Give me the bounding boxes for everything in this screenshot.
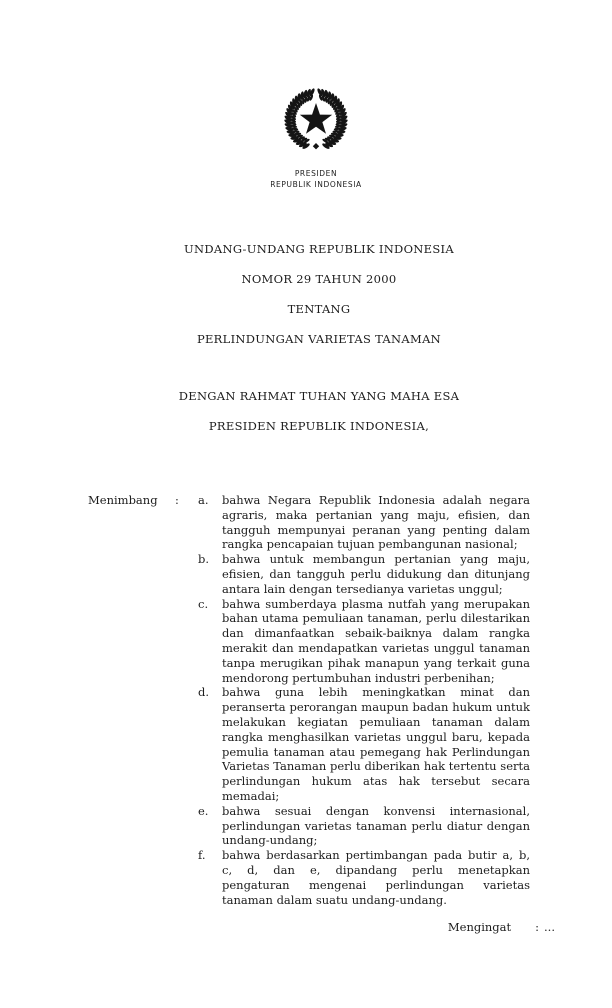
menimbang-item-e <box>198 804 530 848</box>
catchword-label: Mengingat <box>447 920 512 934</box>
star-icon <box>300 103 332 134</box>
title-block <box>0 243 612 363</box>
letterhead-presiden: PRESIDEN <box>294 169 338 178</box>
catchword-colon: : <box>535 920 540 934</box>
law-number: NOMOR 29 TAHUN 2000 <box>241 272 397 286</box>
tentang-label: TENTANG <box>287 302 351 316</box>
authority-line: PRESIDEN REPUBLIK INDONESIA, <box>208 419 430 433</box>
preamble-block <box>0 390 612 450</box>
item-letter: e. <box>198 803 209 818</box>
item-letter: a. <box>198 493 209 507</box>
item-letter: b. <box>198 552 210 567</box>
item-letter: d. <box>198 685 210 700</box>
item-text: bahwa untuk membangun pertanian yang maju, efisien, dan tangguh perlu didukung dan ditunjang antara lain dengan tersedianya varietas unggul; <box>222 552 530 596</box>
menimbang-item-f <box>198 848 530 907</box>
item-text: bahwa Negara Republik Indonesia adalah negara agraris, maka pertanian yang maju, efisien, dan tangguh mempunyai peranan yang penting dalam rangka pencapaian tujuan pembangunan nasional; <box>222 493 530 552</box>
law-subject: PERLINDUNGAN VARIETAS TANAMAN <box>196 332 442 346</box>
law-title: UNDANG-UNDANG REPUBLIK INDONESIA <box>183 242 454 256</box>
menimbang-item-b <box>198 552 530 596</box>
menimbang-colon: : <box>175 493 179 507</box>
menimbang-item-d <box>198 685 530 803</box>
letterhead-republik-indonesia: REPUBLIK INDONESIA <box>270 180 362 189</box>
presidential-seal-icon <box>276 80 356 160</box>
item-text: bahwa guna lebih meningkatkan minat dan peranserta perorangan maupun badan hukum untuk melakukan kegiatan pemuliaan tanaman dalam rangka menghasilkan varietas unggul baru, kepada pemulia tanaman atau pemegang hak Perlindungan Varietas Tanaman perlu diberikan hak tertentu serta perlindungan hukum atas hak tersebut secara memadai; <box>222 685 530 803</box>
item-text: bahwa sesuai dengan konvensi internasional, perlindungan varietas tanaman perlu diatur dengan undang-undang; <box>222 803 530 848</box>
invocation-line: DENGAN RAHMAT TUHAN YANG MAHA ESA <box>178 389 460 403</box>
item-letter: c. <box>198 596 209 611</box>
menimbang-section <box>88 493 530 907</box>
catchword-mengingat <box>448 920 555 934</box>
menimbang-list <box>198 493 530 907</box>
item-letter: f. <box>198 848 206 863</box>
item-text: bahwa berdasarkan pertimbangan pada butir a, b, c, d, dan e, dipandang perlu menetapkan pengaturan mengenai perlindungan varietas tanaman dalam suatu undang-undang. <box>222 848 530 907</box>
menimbang-item-a <box>198 493 530 552</box>
letterhead <box>0 168 612 190</box>
menimbang-label: Menimbang <box>88 493 158 507</box>
catchword-ellipsis: ... <box>544 920 555 934</box>
menimbang-item-c <box>198 597 530 686</box>
item-text: bahwa sumberdaya plasma nutfah yang merupakan bahan utama pemuliaan tanaman, perlu dilestarikan dan dimanfaatkan sebaik-baiknya dalam rangka merakit dan mendapatkan varietas unggul tanaman tanpa merugikan pihak manapun yang terkait guna mendorong pertumbuhan industri perbenihan; <box>222 596 530 685</box>
